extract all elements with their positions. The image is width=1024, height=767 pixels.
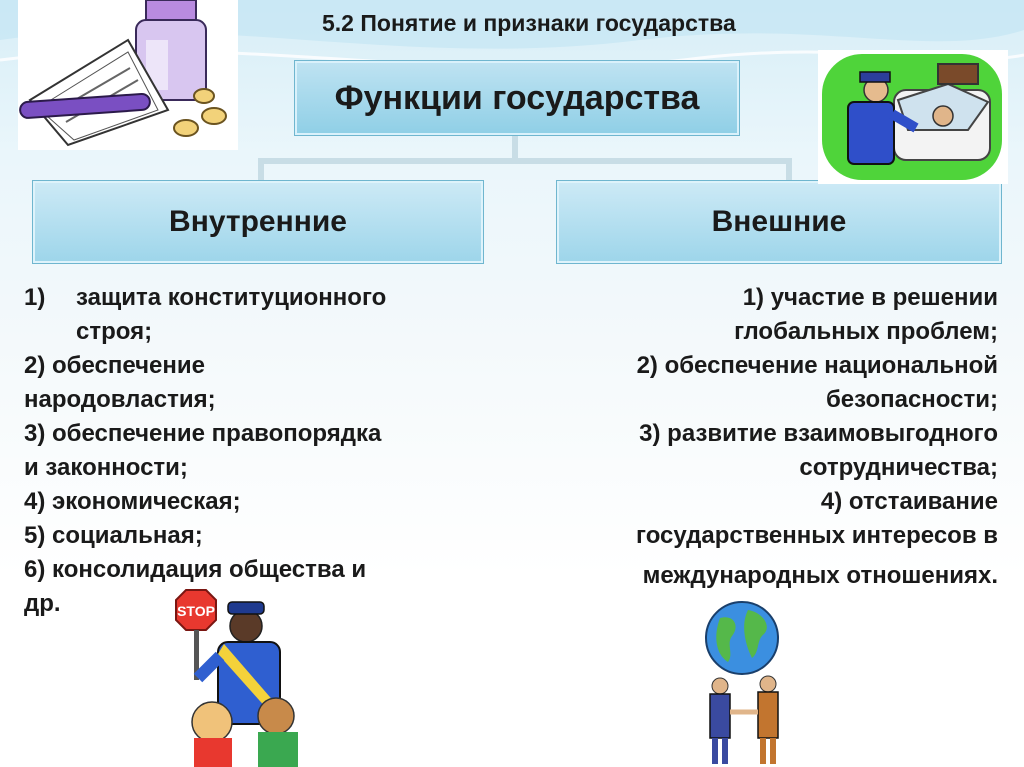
list-line: 2) обеспечение национальной	[636, 352, 998, 379]
list-item: 5) социальная;	[24, 522, 203, 549]
slide-title: 5.2 Понятие и признаки государства	[322, 10, 736, 36]
list-item: 1) защита конституционного	[24, 284, 387, 311]
main-functions-box: Функции государства	[294, 60, 740, 136]
list-line: 4) отстаивание	[820, 488, 998, 515]
list-item: 4) экономическая;	[24, 488, 241, 515]
internal-functions-box: Внутренние	[32, 180, 484, 264]
connector-left	[258, 158, 264, 182]
list-line: глобальных проблем;	[734, 318, 998, 345]
external-functions-list	[538, 281, 998, 593]
internal-functions-list	[24, 281, 464, 621]
list-line: 1) участие в решении	[742, 284, 998, 311]
list-item-continuation: др.	[24, 590, 61, 617]
list-item: 2) обеспечение	[24, 352, 205, 379]
crossing-guard-clipart-icon	[172, 584, 320, 767]
list-item-continuation: и законности;	[24, 454, 188, 481]
list-item-continuation: народовластия;	[24, 386, 216, 413]
list-line: государственных интересов в	[636, 522, 998, 549]
list-line: 3) развитие взаимовыгодного	[639, 420, 998, 447]
external-functions-box: Внешние	[556, 180, 1002, 264]
list-item: 3) обеспечение правопорядка	[24, 420, 382, 447]
medicine-clipart-icon	[18, 0, 238, 150]
list-item: 6) консолидация общества и	[24, 556, 367, 583]
traffic-police-clipart-icon	[818, 50, 1008, 184]
connector-horizontal	[258, 158, 792, 164]
list-line: сотрудничества;	[799, 454, 998, 481]
globe-handshake-clipart-icon	[690, 596, 810, 767]
list-line: международных отношениях.	[642, 562, 998, 589]
list-line: безопасности;	[825, 386, 998, 413]
connector-right	[786, 158, 792, 182]
list-item-continuation: строя;	[76, 318, 153, 345]
stop-sign-text: STOP	[177, 603, 215, 619]
